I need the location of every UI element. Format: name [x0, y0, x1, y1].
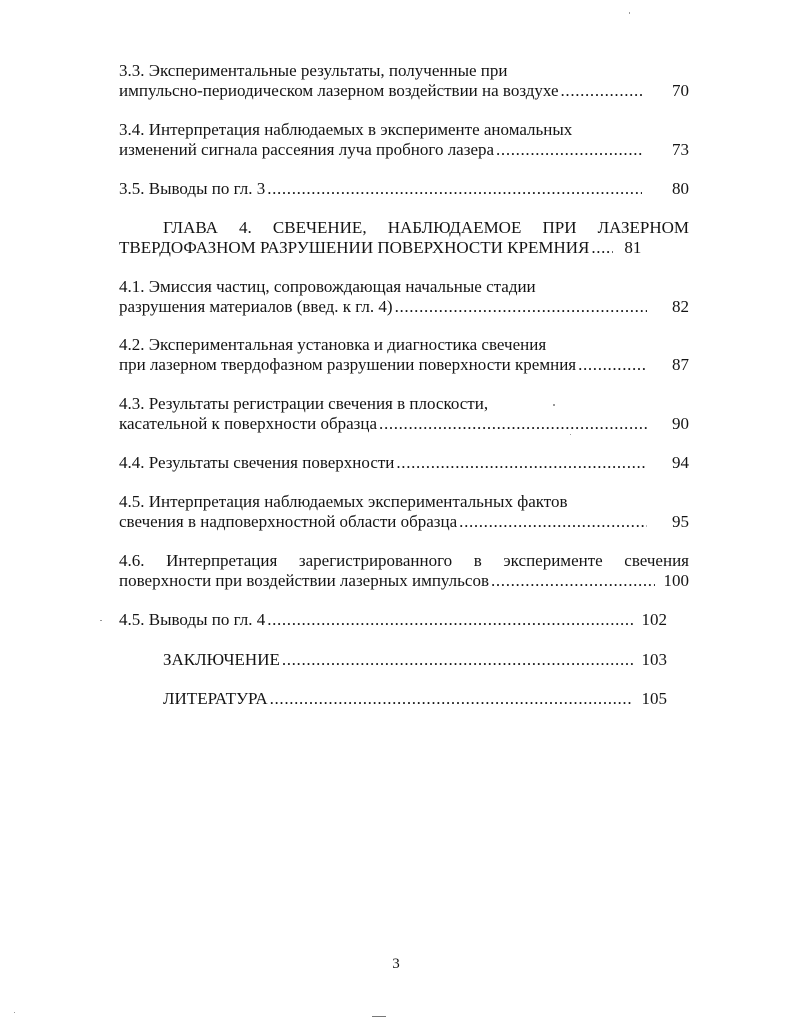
toc-page-number: 82	[672, 297, 689, 316]
toc-entry-title-line1: 4.1. Эмиссия частиц, сопровождающая начальные стадии	[119, 277, 536, 296]
toc-entry-title-line1: 4.6. Интерпретация зарегистрированного в эксперименте свечения	[119, 551, 689, 570]
leader-dots	[267, 179, 642, 199]
leader-dots	[395, 297, 647, 317]
toc-entry-4-5	[119, 492, 689, 532]
toc-entry-leader-line	[119, 610, 667, 630]
leader-dots	[591, 238, 613, 258]
toc-entry-4-6	[119, 551, 689, 591]
leader-dots	[282, 650, 633, 670]
toc-entry-4-1	[119, 277, 689, 317]
scan-speck	[570, 434, 571, 435]
leader-dots	[379, 414, 647, 434]
toc-entry-title-line1: 3.3. Экспериментальные результаты, полученные при	[119, 61, 508, 80]
toc-entry-title-line2: при лазерном твердофазном разрушении поверхности кремния	[119, 355, 577, 374]
toc-page-number: 94	[672, 453, 689, 472]
toc-page-number: 87	[672, 355, 689, 374]
toc-entry-leader-line	[163, 650, 667, 670]
toc-entry-leader-line	[119, 453, 689, 473]
toc-entry-3-5	[119, 179, 689, 199]
toc-page-number: 105	[641, 689, 667, 708]
toc-entry-title-line2: импульсно-периодическом лазерном воздействии на воздухе	[119, 81, 559, 100]
toc-page-number: 90	[672, 414, 689, 433]
chapter-title-line1: ГЛАВА 4. СВЕЧЕНИЕ, НАБЛЮДАЕМОЕ ПРИ ЛАЗЕРНОМ	[163, 218, 689, 237]
leader-dots	[491, 571, 655, 591]
toc-entry-title-line2: изменений сигнала рассеяния луча пробного лазера	[119, 140, 495, 159]
toc-entry-title: 4.4. Результаты свечения поверхности	[119, 453, 395, 472]
leader-dots	[270, 689, 633, 709]
leader-dots	[561, 81, 642, 101]
toc-page-number: 73	[672, 140, 689, 159]
toc-entry-title: ЛИТЕРАТУРА	[163, 689, 268, 708]
scan-mark	[372, 1016, 386, 1017]
toc-page-number: 103	[641, 650, 667, 669]
toc-entry-title-line1: 4.3. Результаты регистрации свечения в плоскости,	[119, 394, 489, 413]
toc-chapter-4-heading	[163, 218, 689, 238]
toc-entry-leader-line	[119, 238, 689, 258]
toc-entry-title-line1: 4.2. Экспериментальная установка и диагностика свечения	[119, 335, 547, 354]
leader-dots	[578, 355, 647, 375]
toc-entry-title-line1: 4.5. Интерпретация наблюдаемых экспериментальных фактов	[119, 492, 568, 511]
toc-entry-title-line1: 3.4. Интерпретация наблюдаемых в эксперименте аномальных	[119, 120, 573, 139]
toc-page-number: 100	[663, 571, 689, 590]
leader-dots	[396, 453, 647, 473]
toc-page-number: 81	[624, 238, 642, 257]
leader-dots	[459, 512, 647, 532]
page-number: 3	[392, 956, 400, 972]
toc-chapter-4-heading-cont	[119, 238, 689, 258]
toc-entry-4-2	[119, 335, 689, 375]
chapter-title-line2: ТВЕРДОФАЗНОМ РАЗРУШЕНИИ ПОВЕРХНОСТИ КРЕМНИЯ	[119, 238, 590, 257]
toc-entry-4-5-conclusions	[119, 610, 667, 630]
toc-entry-literature	[163, 689, 667, 709]
toc-page-number: 70	[672, 81, 689, 100]
toc-entry-conclusion	[163, 650, 667, 670]
toc-entry-title-line2: разрушения материалов (введ. к гл. 4)	[119, 297, 393, 316]
toc-page-number: 102	[641, 610, 667, 629]
toc-entry-4-4	[119, 453, 689, 473]
toc-entry-title-line2: свечения в надповерхностной области образца	[119, 512, 458, 531]
leader-dots	[267, 610, 633, 630]
toc-page-number: 80	[672, 179, 689, 198]
scan-speck	[629, 12, 630, 14]
leader-dots	[496, 140, 642, 160]
toc-entry-leader-line	[119, 140, 689, 160]
toc-entry-title: ЗАКЛЮЧЕНИЕ	[163, 650, 280, 669]
scan-speck	[553, 404, 555, 406]
scan-speck	[100, 620, 102, 621]
toc-entry-title: 4.5. Выводы по гл. 4	[119, 610, 266, 629]
toc-entry-3-3	[119, 61, 689, 101]
scan-speck	[14, 1012, 15, 1013]
toc-entry-leader-line	[119, 512, 689, 532]
toc-entry-leader-line	[119, 414, 689, 434]
toc-page-number: 95	[672, 512, 689, 531]
toc-entry-leader-line	[119, 81, 689, 101]
toc-entry-title-line2: касательной к поверхности образца	[119, 414, 378, 433]
toc-entry-leader-line	[119, 355, 689, 375]
toc-entry-leader-line	[119, 179, 689, 199]
toc-entry-title: 3.5. Выводы по гл. 3	[119, 179, 266, 198]
toc-entry-title-line2: поверхности при воздействии лазерных импульсов	[119, 571, 489, 590]
toc-entry-leader-line	[163, 689, 667, 709]
toc-entry-leader-line	[119, 571, 689, 591]
toc-entry-4-3	[119, 394, 689, 434]
toc-entry-3-4	[119, 120, 689, 160]
toc-entry-leader-line	[119, 297, 689, 317]
